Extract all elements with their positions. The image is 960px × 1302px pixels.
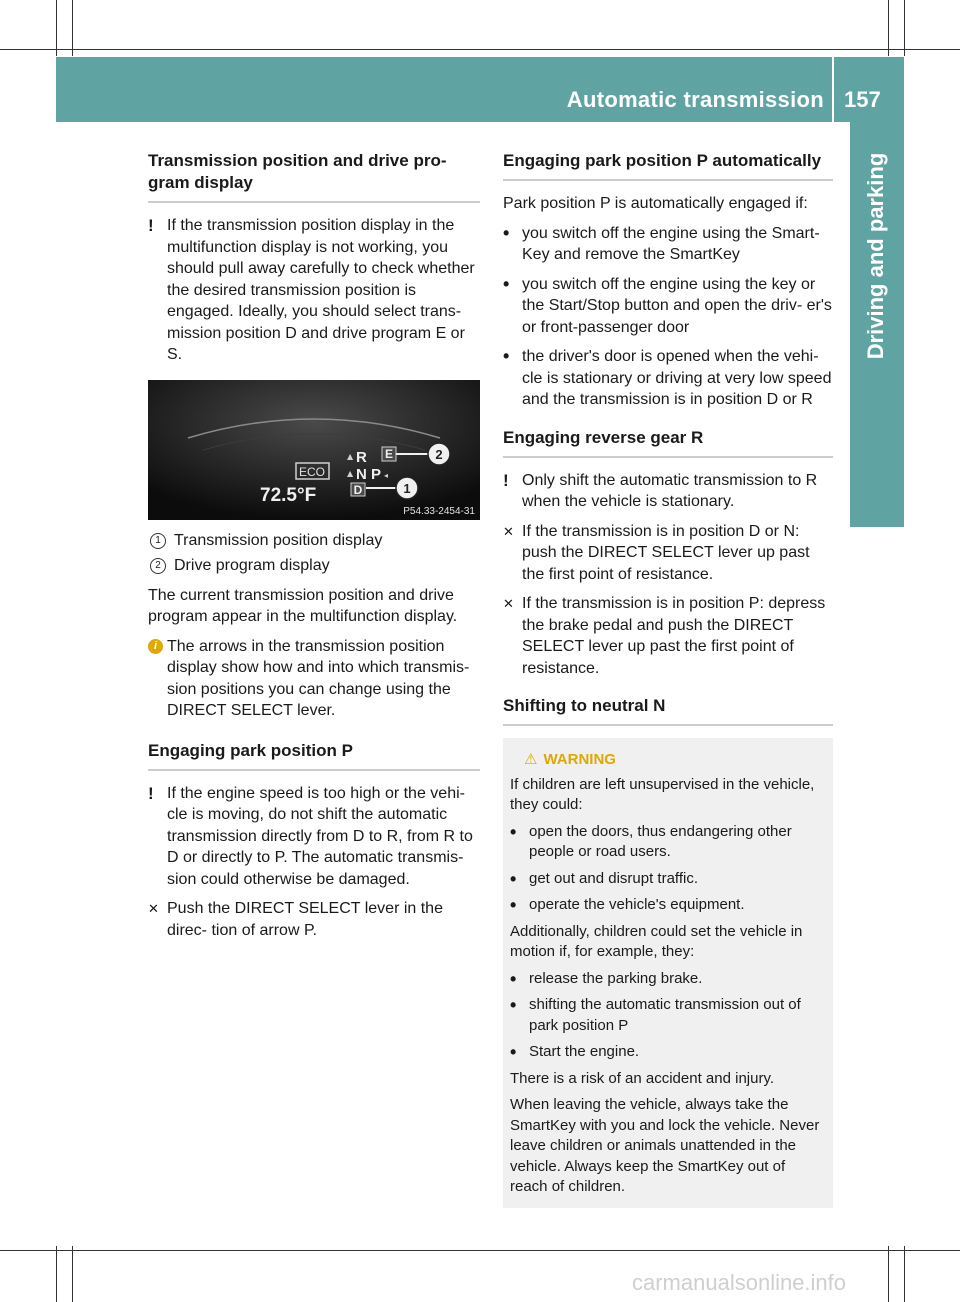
- paragraph: The current transmission position and drive program appear in the multifunction display.: [148, 586, 458, 625]
- step-item: [503, 593, 833, 679]
- legend-item: [148, 555, 480, 577]
- legend-text: Transmission position display: [174, 531, 383, 549]
- crop-mark: [904, 0, 905, 56]
- step-item: [503, 521, 833, 586]
- bullet-icon: •: [510, 895, 517, 915]
- left-column: [148, 150, 480, 949]
- warning-triangle-icon: ⚠: [524, 751, 538, 768]
- heading-park-auto: Engaging park position P automatically: [503, 150, 833, 181]
- bullet-icon: •: [510, 968, 517, 989]
- crop-mark: [904, 1246, 905, 1302]
- note-text: Only shift the automatic transmission to R when the vehicle is stationary.: [522, 471, 818, 510]
- crop-mark: [888, 1246, 889, 1302]
- gear-d: D: [353, 482, 363, 497]
- legend-item: [148, 530, 480, 552]
- crop-mark: [72, 1246, 73, 1302]
- heading-neutral: Shifting to neutral N: [503, 695, 833, 726]
- bullet-item: [510, 869, 826, 890]
- footer-watermark: carmanualsonline.info: [632, 1270, 847, 1295]
- exclamation-icon: !: [503, 470, 509, 490]
- figure-code: P54.33-2454-31: [403, 505, 475, 517]
- header-separator: [832, 57, 834, 122]
- warning-paragraph: When leaving the vehicle, always take the SmartKey with you and lock the vehicle. Never leave children or animals unattended in the vehicle. Always keep the SmartKey out of reach of children.: [510, 1096, 820, 1195]
- step-arrow-icon: ✕: [148, 901, 159, 916]
- step-arrow-icon: ✕: [503, 596, 514, 611]
- section-title: Automatic transmission: [566, 87, 824, 112]
- exclamation-icon: !: [148, 216, 154, 235]
- info-icon: i: [148, 639, 163, 654]
- warning-box: [503, 738, 833, 1208]
- heading-park-position: Engaging park position P: [148, 740, 480, 771]
- left-arrow-icon: ◂: [384, 470, 389, 480]
- bullet-icon: •: [510, 821, 517, 842]
- bullet-text: you switch off the engine using the key or the Start/Stop button and open the driv- er's or front-passenger door: [522, 275, 832, 336]
- bullet-icon: •: [510, 1042, 517, 1062]
- note-text: If the engine speed is too high or the vehi- cle is moving, do not shift the automatic transmission directly from D to R, from R to D or directly to P. The automatic transmis- sion could otherwise be damaged.: [167, 784, 473, 888]
- up-arrow-icon: ▲: [347, 451, 354, 461]
- note-text: If the transmission position display in the multifunction display is not working, you should pull away carefully to check whether the desired transmission position is engaged. Ideally, you should select trans- mission position D and drive program E or S.: [167, 217, 475, 363]
- caution-note: [148, 783, 480, 891]
- crop-mark: [56, 1246, 57, 1302]
- warning-title: [524, 750, 826, 771]
- caution-note: [148, 215, 480, 366]
- bullet-text: get out and disrupt traffic.: [529, 869, 698, 887]
- crop-mark: [72, 0, 73, 56]
- bullet-text: operate the vehicle's equipment.: [529, 896, 745, 913]
- step-arrow-icon: ✕: [503, 523, 514, 539]
- bullet-item: [510, 1042, 826, 1063]
- warning-intro: If children are left unsupervised in the vehicle, they could:: [510, 775, 815, 813]
- legend-text: Drive program display: [174, 557, 330, 574]
- warning-paragraph: There is a risk of an accident and injury.: [510, 1069, 775, 1087]
- bullet-item: [510, 995, 826, 1036]
- caution-note: [503, 470, 833, 513]
- bullet-item: [503, 223, 833, 266]
- side-tab-label: Driving and parking: [863, 152, 888, 360]
- heading-reverse-gear: Engaging reverse gear R: [503, 427, 833, 458]
- up-arrow-icon: ▲: [347, 468, 354, 478]
- bullet-icon: •: [503, 273, 510, 294]
- eco-label: ECO: [298, 464, 326, 479]
- bullet-icon: •: [503, 346, 510, 366]
- step-text: If the transmission is in position D or N: push the DIRECT SELECT lever up past the first point of resistance.: [522, 522, 810, 583]
- bullet-icon: •: [510, 868, 517, 889]
- crop-mark: [56, 0, 57, 56]
- paragraph: Park position P is automatically engaged if:: [503, 195, 808, 212]
- warning-title-text: WARNING: [543, 751, 616, 768]
- info-note: [148, 636, 480, 722]
- crop-mark: [0, 1250, 960, 1251]
- program-e: E: [384, 446, 394, 461]
- crop-mark: [888, 0, 889, 56]
- bullet-text: release the parking brake.: [529, 969, 703, 987]
- instrument-cluster-figure: [148, 380, 480, 520]
- warning-paragraph: Additionally, children could set the vehicle in motion if, for example, they:: [510, 922, 803, 960]
- temperature-readout: 72.5°F: [260, 484, 317, 506]
- step-text: Push the DIRECT SELECT lever in the direc- tion of arrow P.: [167, 900, 443, 939]
- bullet-text: the driver's door is opened when the vehi- cle is stationary or driving at very low speed and the transmission is in position D or R: [522, 348, 832, 408]
- callout-2: 2: [435, 446, 443, 462]
- crop-mark: [0, 49, 960, 50]
- right-column: [503, 150, 833, 1208]
- bullet-item: [503, 346, 833, 411]
- gear-r: R: [356, 448, 367, 466]
- bullet-item: [510, 895, 826, 916]
- heading-transmission-display: Transmission position and drive pro- gram display: [148, 150, 480, 203]
- step-item: [148, 898, 480, 941]
- callout-1: 1: [403, 480, 411, 496]
- bullet-icon: •: [510, 995, 517, 1015]
- bullet-text: Start the engine.: [529, 1043, 640, 1060]
- step-text: If the transmission is in position P: depress the brake pedal and push the DIRECT SELECT lever up past the first point of resistance.: [522, 595, 826, 677]
- gear-np: N P: [356, 465, 382, 483]
- bullet-item: [510, 822, 826, 863]
- bullet-item: [510, 969, 826, 990]
- bullet-text: you switch off the engine using the Smart- Key and remove the SmartKey: [522, 224, 820, 263]
- bullet-icon: •: [503, 222, 510, 243]
- note-text: The arrows in the transmission position display show how and into which transmis- sion positions you can change using the DIRECT SELECT lever.: [167, 637, 470, 719]
- bullet-text: shifting the automatic transmission out of park position P: [529, 996, 801, 1034]
- exclamation-icon: !: [148, 783, 154, 803]
- legend-number: 1: [150, 533, 166, 549]
- page-number: 157: [844, 87, 881, 112]
- bullet-item: [503, 274, 833, 339]
- legend-number: 2: [150, 558, 166, 574]
- bullet-text: open the doors, thus endangering other people or road users.: [529, 822, 792, 860]
